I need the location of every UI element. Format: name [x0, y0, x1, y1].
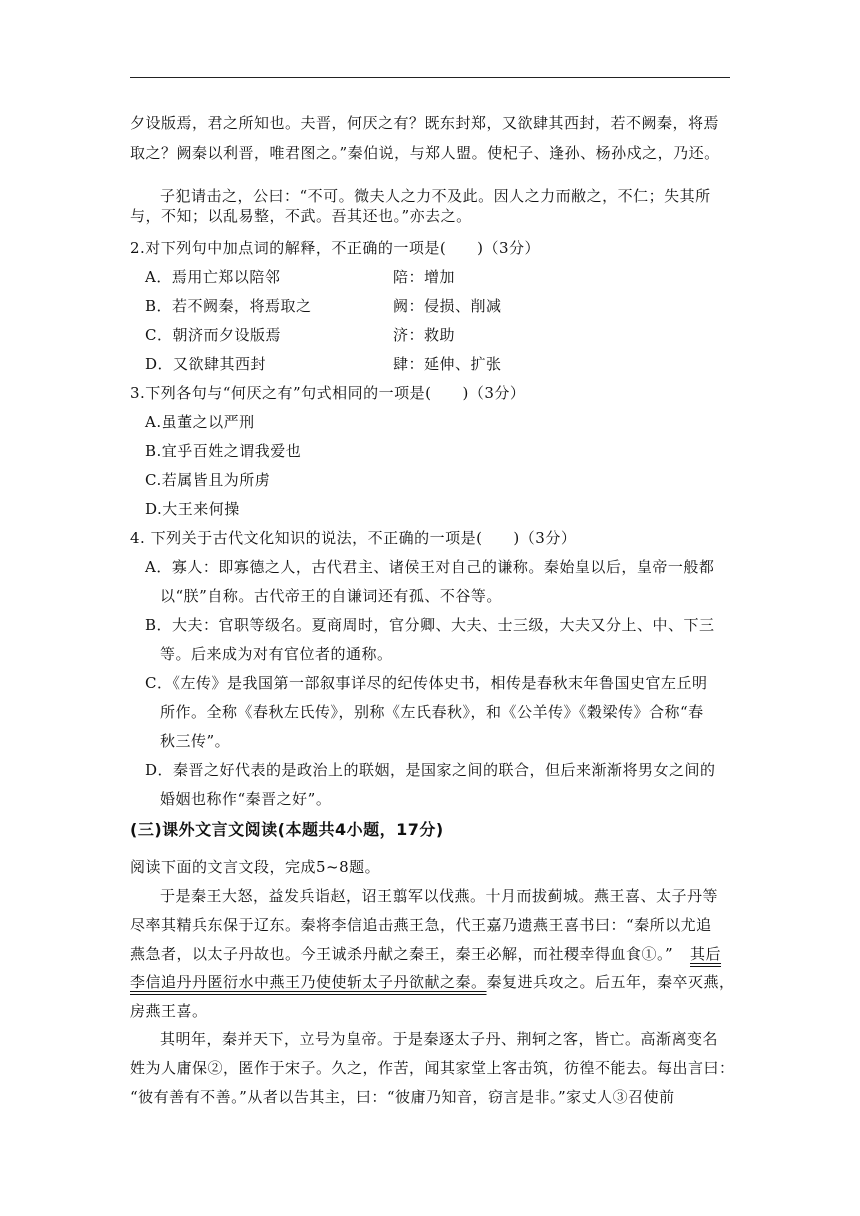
text-line: 其明年，秦并天下，立号为皇帝。于是秦逐太子丹、荆轲之客，皆亡。高渐离变名: [160, 1030, 719, 1048]
text-line: B.宜乎百姓之谓我爱也: [145, 442, 302, 460]
text-line: C．《左传》是我国第一部叙事详尽的纪传体史书，相传是春秋末年鲁国史官左丘明: [145, 674, 708, 692]
text-line: D.大王来何操: [145, 500, 240, 518]
text-line: B．大夫：官职等级名。夏商周时，官分卿、大夫、士三级，大夫又分上、中、下三: [145, 616, 715, 634]
header-rule: [130, 77, 730, 78]
text-line: 姓为人庸保②，匿作于宋子。久之，作苦，闻其家堂上客击筑，彷徨不能去。每出言曰：: [130, 1059, 735, 1077]
text-line: D．秦晋之好代表的是政治上的联姻，是国家之间的联合，但后来渐渐将男女之间的: [145, 761, 716, 779]
text-line: 等。后来成为对有官位者的通称。: [160, 645, 393, 663]
text-line: 陪：增加: [393, 268, 456, 286]
text-line: 肆：延伸、扩张: [393, 355, 502, 373]
underlined-sentence-line: [130, 972, 735, 992]
text-line: 秋三传”。: [160, 732, 231, 750]
text-line: 阅读下面的文言文段，完成5~8题。: [130, 858, 381, 876]
text-line: 4. 下列关于古代文化知识的说法，不正确的一项是( )（3分）: [130, 529, 577, 547]
text-line: 尽率其精兵东保于辽东。秦将李信追击燕王急，代王嘉乃遗燕王喜书曰：“秦所以尤追: [130, 916, 712, 934]
text-line: D．又欲肆其西封: [145, 355, 267, 373]
text-line: 燕急者，以太子丹故也。今王诚杀丹献之秦王，秦王必解，而社稷幸得血食①。”: [130, 945, 674, 963]
text-line: 以“朕”自称。古代帝王的自谦词还有孤、不谷等。: [160, 587, 502, 605]
text-line: B．若不阙秦，将焉取之: [145, 297, 312, 315]
following-sentence: 秦复进兵攻之。后五年，秦卒灭燕，: [486, 973, 735, 991]
text-line: 于是秦王大怒，益发兵诣赵，诏王翦军以伐燕。十月而拔蓟城。燕王喜、太子丹等: [160, 887, 719, 905]
text-line: 夕设版焉，君之所知也。夫晋，何厌之有？既东封郑，又欲肆其西封，若不阙秦，将焉: [130, 114, 720, 132]
text-line: “彼有善有不善。”从者以告其主，曰：“彼庸乃知音，窃言是非。”家丈人③召使前: [130, 1088, 675, 1106]
text-line: C．朝济而夕设版焉: [145, 326, 281, 344]
text-line: 2.对下列句中加点词的解释，不正确的一项是( )（3分）: [130, 239, 541, 257]
text-line: 所作。全称《春秋左氏传》，别称《左氏春秋》，和《公羊传》《穀梁传》合称“春: [160, 703, 704, 721]
underlined-sentence: 李信追丹丹匿衍水中燕王乃使使斩太子丹欲献之秦。: [130, 973, 487, 991]
text-line: 阙：侵损、削减: [393, 297, 502, 315]
text-line: 婚姻也称作“秦晋之好”。: [160, 790, 332, 808]
text-line: A．寡人：即寡德之人，古代君主、诸侯王对自己的谦称。秦始皇以后，皇帝一般都: [145, 558, 715, 576]
text-line: C.若属皆且为所虏: [145, 471, 271, 489]
text-line: 取之？阙秦以利晋，唯君图之。”秦伯说，与郑人盟。使杞子、逢孙、杨孙戍之，乃还。: [130, 144, 720, 162]
text-line: 子犯请击之，公曰：“不可。微夫人之力不及此。因人之力而敝之，不仁；失其所: [160, 187, 711, 205]
text-line: 房燕王喜。: [130, 1002, 208, 1020]
underlined-sentence-start: 其后: [690, 945, 722, 963]
text-line: A．焉用亡郑以陪邻: [145, 268, 281, 286]
text-line: 3.下列各句与“何厌之有”句式相同的一项是( )（3分）: [130, 384, 526, 402]
text-line: 济：救助: [393, 326, 456, 344]
text-line: 与，不知；以乱易整，不武。吾其还也。”亦去之。: [130, 207, 472, 225]
section-heading: (三)课外文言文阅读(本题共4小题，17分): [130, 820, 444, 839]
text-line: A.虽董之以严刑: [145, 413, 255, 431]
